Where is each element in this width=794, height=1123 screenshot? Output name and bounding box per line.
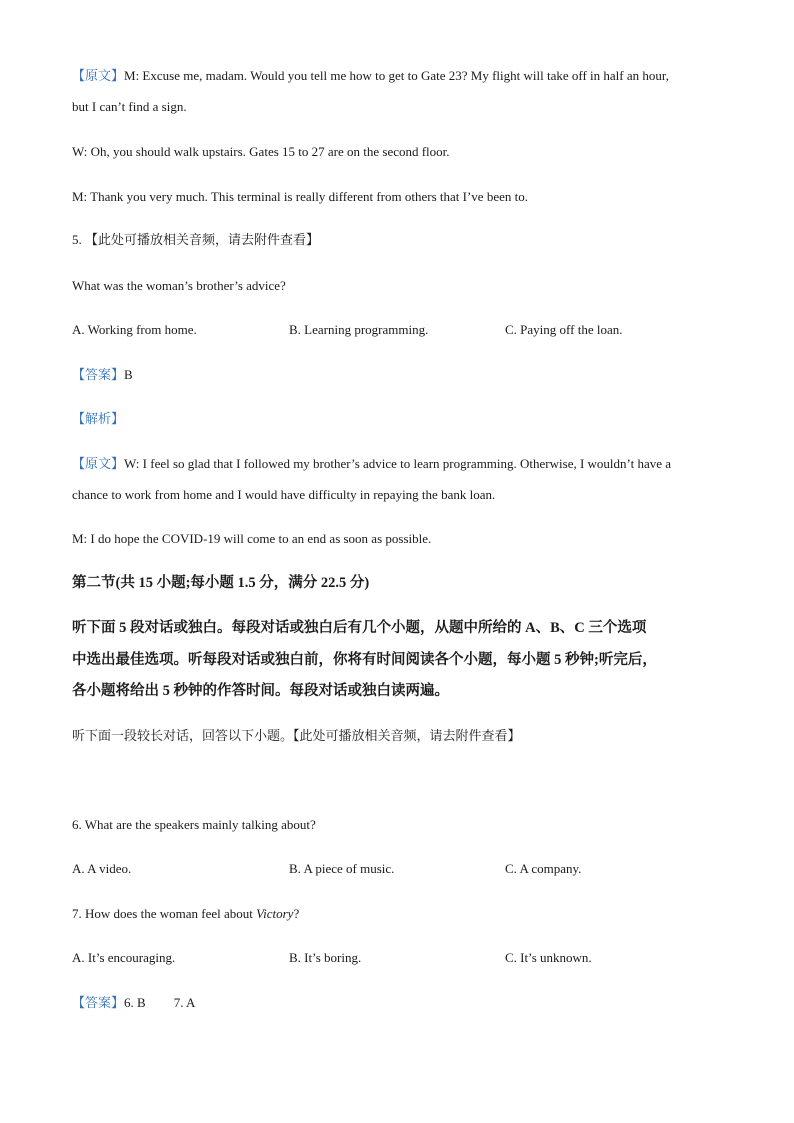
- answer-label: 【答案】: [72, 367, 125, 382]
- question-7-text: [72, 906, 299, 922]
- q7-option-a: A. It’s encouraging.: [72, 950, 176, 965]
- q5-transcript-line-cont: chance to work from home and I would have difficulty in repaying the bank loan.: [72, 487, 496, 502]
- q6-option-b: B. A piece of music.: [289, 861, 395, 876]
- q5-analysis: [72, 411, 124, 427]
- section-instructions-line: 听下面 5 段对话或独白。每段对话或独白后有几个小题，从题中所给的 A、B、C 三个选项: [72, 620, 647, 636]
- q6-option-a: A. A video.: [72, 861, 132, 876]
- original-text-label: 【原文】: [72, 68, 125, 83]
- answer-7: 7. A: [173, 995, 196, 1010]
- question-6-text: 6. What are the speakers mainly talking about?: [72, 817, 316, 832]
- q7-option-c: C. It’s unknown.: [505, 950, 592, 965]
- listen-prompt: 听下面一段较长对话，回答以下小题。【此处可播放相关音频，请去附件查看】: [72, 728, 521, 743]
- q7-prefix: 7. How does the woman feel about: [72, 906, 257, 921]
- q7-title-italic: Victory: [256, 906, 294, 921]
- q5-transcript-line: M: I do hope the COVID-19 will come to an end as soon as possible.: [72, 531, 432, 546]
- transcript-text: M: Excuse me, madam. Would you tell me how to get to Gate 23? My flight will take off in half an hour,: [124, 68, 669, 83]
- answer-6: 6. B: [124, 995, 146, 1010]
- q7-option-b: B. It’s boring.: [289, 950, 362, 965]
- section-instructions-line: 各小题将给出 5 秒钟的作答时间。每段对话或独白读两遍。: [72, 683, 449, 699]
- q5-option-a: A. Working from home.: [72, 322, 197, 337]
- q5-option-c: C. Paying off the loan.: [505, 322, 623, 337]
- q7-suffix: ?: [293, 906, 300, 921]
- answer-value: B: [124, 367, 133, 382]
- question-5-header: 5. 【此处可播放相关音频，请去附件查看】: [72, 232, 320, 247]
- question-5-text: What was the woman’s brother’s advice?: [72, 278, 286, 293]
- answers-6-7: [72, 995, 195, 1011]
- transcript-line: [72, 68, 669, 84]
- transcript-line: M: Thank you very much. This terminal is really different from others that I’ve been to.: [72, 189, 528, 204]
- section-instructions-line: 中选出最佳选项。听每段对话或独白前，你将有时间阅读各个小题，每小题 5 秒钟;听完后，: [72, 652, 657, 668]
- original-text-label: 【原文】: [72, 456, 125, 471]
- transcript-line: W: Oh, you should walk upstairs. Gates 15 to 27 are on the second floor.: [72, 144, 450, 159]
- transcript-text: W: I feel so glad that I followed my brother’s advice to learn programming. Otherwise, I wouldn’t have a: [124, 456, 672, 471]
- section-title: 第二节(共 15 小题;每小题 1.5 分，满分 22.5 分): [72, 575, 370, 591]
- q6-option-c: C. A company.: [505, 861, 582, 876]
- answer-label: 【答案】: [72, 995, 125, 1010]
- transcript-line-cont: but I can’t find a sign.: [72, 99, 187, 114]
- analysis-label: 【解析】: [72, 411, 125, 426]
- q5-answer: [72, 367, 133, 383]
- q5-transcript-line: [72, 456, 671, 472]
- q5-option-b: B. Learning programming.: [289, 322, 429, 337]
